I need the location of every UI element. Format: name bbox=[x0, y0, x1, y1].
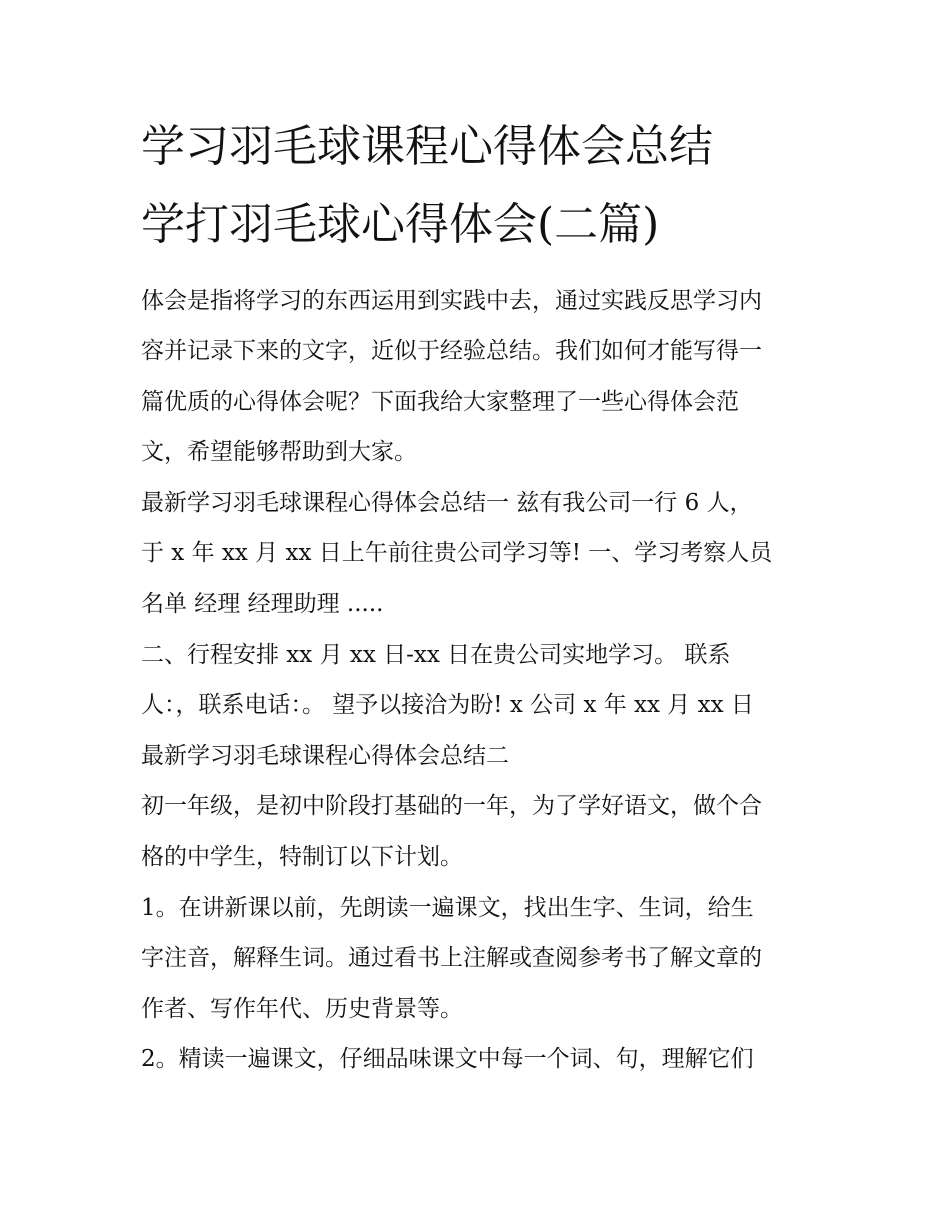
body-line: 文，希望能够帮助到大家。 bbox=[141, 439, 417, 465]
body-line: 最新学习羽毛球课程心得体会总结一 兹有我公司一行 6 人， bbox=[141, 490, 753, 516]
body-line: 字注音，解释生词。通过看书上注解或查阅参考书了解文章的 bbox=[141, 945, 762, 971]
body-line: 篇优质的心得体会呢？下面我给大家整理了一些心得体会范 bbox=[141, 389, 739, 415]
body-line: 二、行程安排 xx 月 xx 日-xx 日在贵公司实地学习。 联系 bbox=[141, 642, 731, 668]
body-line: 初一年级，是初中阶段打基础的一年，为了学好语文，做个合 bbox=[141, 793, 762, 819]
body-line: 人：，联系电话：。 望予以接洽为盼! x 公司 x 年 xx 月 xx 日 bbox=[141, 692, 754, 718]
section-heading-2: 最新学习羽毛球课程心得体会总结二 bbox=[141, 743, 509, 769]
body-line: 2。精读一遍课文，仔细品味课文中每一个词、句，理解它们 bbox=[141, 1046, 754, 1072]
body-line: 1。在讲新课以前，先朗读一遍课文，找出生字、生词，给生 bbox=[141, 895, 754, 921]
body-line: 名单 经理 经理助理 ..... bbox=[141, 591, 384, 617]
document-title-line-1: 学习羽毛球课程心得体会总结 bbox=[141, 121, 713, 172]
body-line: 作者、写作年代、历史背景等。 bbox=[141, 996, 463, 1022]
body-line: 格的中学生，特制订以下计划。 bbox=[141, 844, 463, 870]
body-line: 体会是指将学习的东西运用到实践中去，通过实践反思学习内 bbox=[141, 288, 762, 314]
body-line: 于 x 年 xx 月 xx 日上午前往贵公司学习等! 一、学习考察人员 bbox=[141, 540, 773, 566]
document-title-line-2: 学打羽毛球心得体会(二篇) bbox=[141, 199, 660, 250]
body-line: 容并记录下来的文字，近似于经验总结。我们如何才能写得一 bbox=[141, 338, 762, 364]
